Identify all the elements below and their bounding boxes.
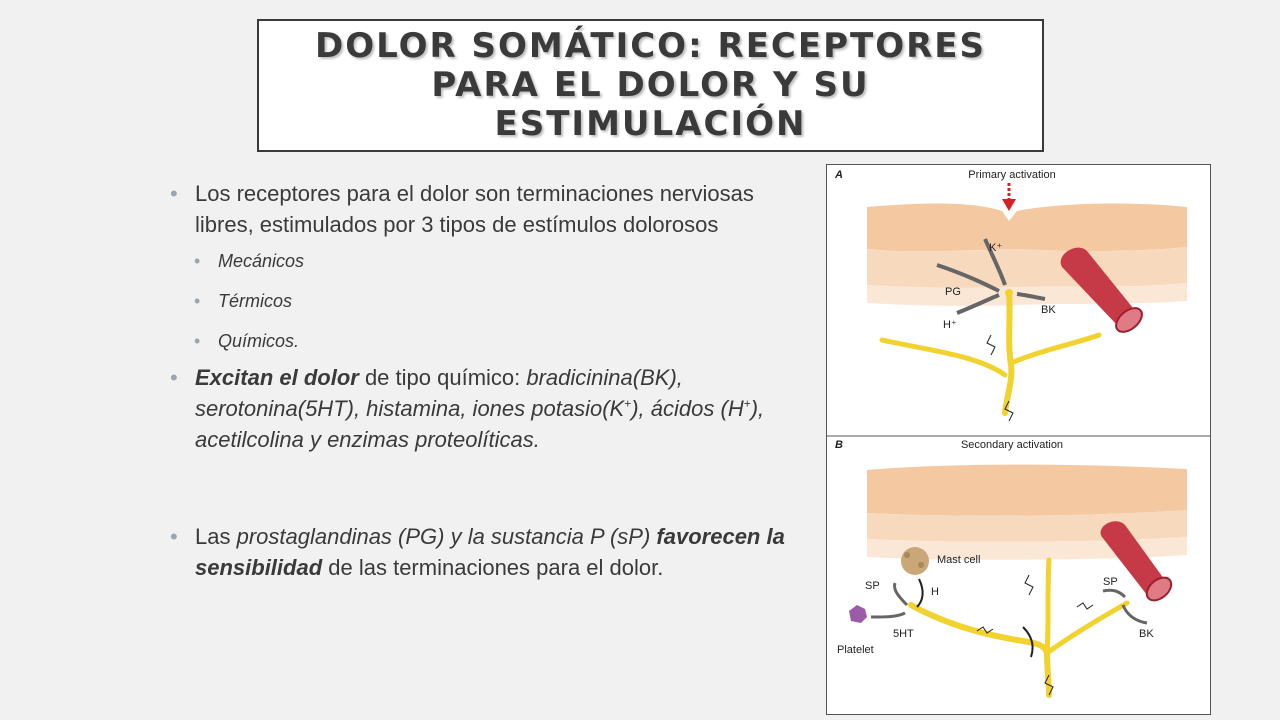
sub-bullet-chemical: • Químicos. (170, 330, 810, 352)
nerve-branch-right (1011, 335, 1099, 363)
figure-svg (827, 165, 1210, 714)
label-mast-cell: Mast cell (937, 554, 981, 566)
impulse-symbol-b1 (1025, 575, 1033, 595)
skin-layer-top (867, 204, 1187, 252)
panel-a-title: Primary activation (968, 169, 1056, 181)
label-pg: PG (945, 286, 961, 298)
panel-b (835, 439, 1187, 695)
sensitizers-bold: favorecen la sensibilidad (195, 524, 785, 580)
mast-cell (901, 547, 929, 575)
excitants-text: de tipo químico: (358, 365, 527, 390)
sensitizers-text-2: de las terminaciones para el dolor. (322, 555, 664, 580)
sp-right-arrow (1103, 590, 1125, 597)
bullet-receptors: • Los receptores para el dolor son terminaciones nerviosas libres, estimulados por 3 tipos de estímulos dolorosos (170, 178, 810, 240)
5ht-arrow (871, 613, 905, 617)
label-k: K⁺ (989, 242, 1003, 254)
hydrogen-charge: + (743, 396, 751, 411)
nerve-branch-b-left (911, 605, 1047, 653)
slide-title (257, 19, 1044, 152)
excitants-bold: Excitan el dolor (195, 365, 359, 390)
skin-layer-top-b (867, 465, 1187, 516)
nerve-branch-left (882, 340, 1005, 375)
label-sp-left: SP (865, 580, 880, 592)
sub-bullet-mechanical: • Mecánicos (170, 250, 810, 272)
title-line-2: PARA EL DOLOR Y SU (431, 65, 870, 105)
free-nerve-ending (1005, 289, 1013, 297)
platelet (849, 605, 867, 623)
nerve-branch-b-up (1047, 560, 1049, 653)
label-bk: BK (1041, 304, 1056, 316)
bullet-sensitizers (170, 521, 810, 583)
sp-left-arrow (895, 583, 908, 605)
bullet-excitants (170, 362, 810, 455)
panel-b-letter: B (835, 439, 843, 451)
nerve-branch-b-right (1047, 603, 1127, 653)
sensitizers-text-1: Las (195, 524, 237, 549)
nerve-fiber-b-main (1047, 653, 1049, 695)
bullet-list (170, 178, 810, 583)
excitants-list-2: ), ácidos (H (631, 396, 744, 421)
impulse-symbol-b4 (1077, 603, 1093, 609)
impulse-symbol-a1 (987, 335, 995, 355)
pain-receptor-figure (826, 164, 1211, 715)
h-arrow-b (917, 579, 923, 607)
excitants-list-1: bradicinina(BK), serotonina(5HT), histamina, iones potasio(K (195, 365, 683, 421)
excitants-list-3: ), acetilcolina y enzimas proteolíticas. (195, 396, 765, 452)
label-h-b: H (931, 586, 939, 598)
sub-bullet-thermal: • Térmicos (170, 290, 810, 312)
label-sp-right: SP (1103, 576, 1118, 588)
label-5ht: 5HT (893, 628, 914, 640)
skin-layer-middle (867, 247, 1187, 288)
label-h: H⁺ (943, 319, 957, 331)
stimulus-arrowhead (1002, 199, 1016, 211)
panel-a-letter: A (835, 169, 843, 181)
panel-b-title: Secondary activation (960, 439, 1064, 451)
nerve-fiber-main (1005, 293, 1011, 413)
title-line-1: DOLOR SOMÁTICO: RECEPTORES (314, 26, 987, 66)
sensitizers-italic: prostaglandinas (PG) y la sustancia P (sP) (236, 524, 651, 549)
label-bk-b: BK (1139, 628, 1154, 640)
panel-a (834, 169, 1187, 421)
bk-arrow-b (1123, 605, 1147, 623)
potassium-charge: + (624, 396, 632, 411)
label-platelet: Platelet (837, 644, 874, 656)
title-line-3: ESTIMULACIÓN (494, 104, 807, 144)
